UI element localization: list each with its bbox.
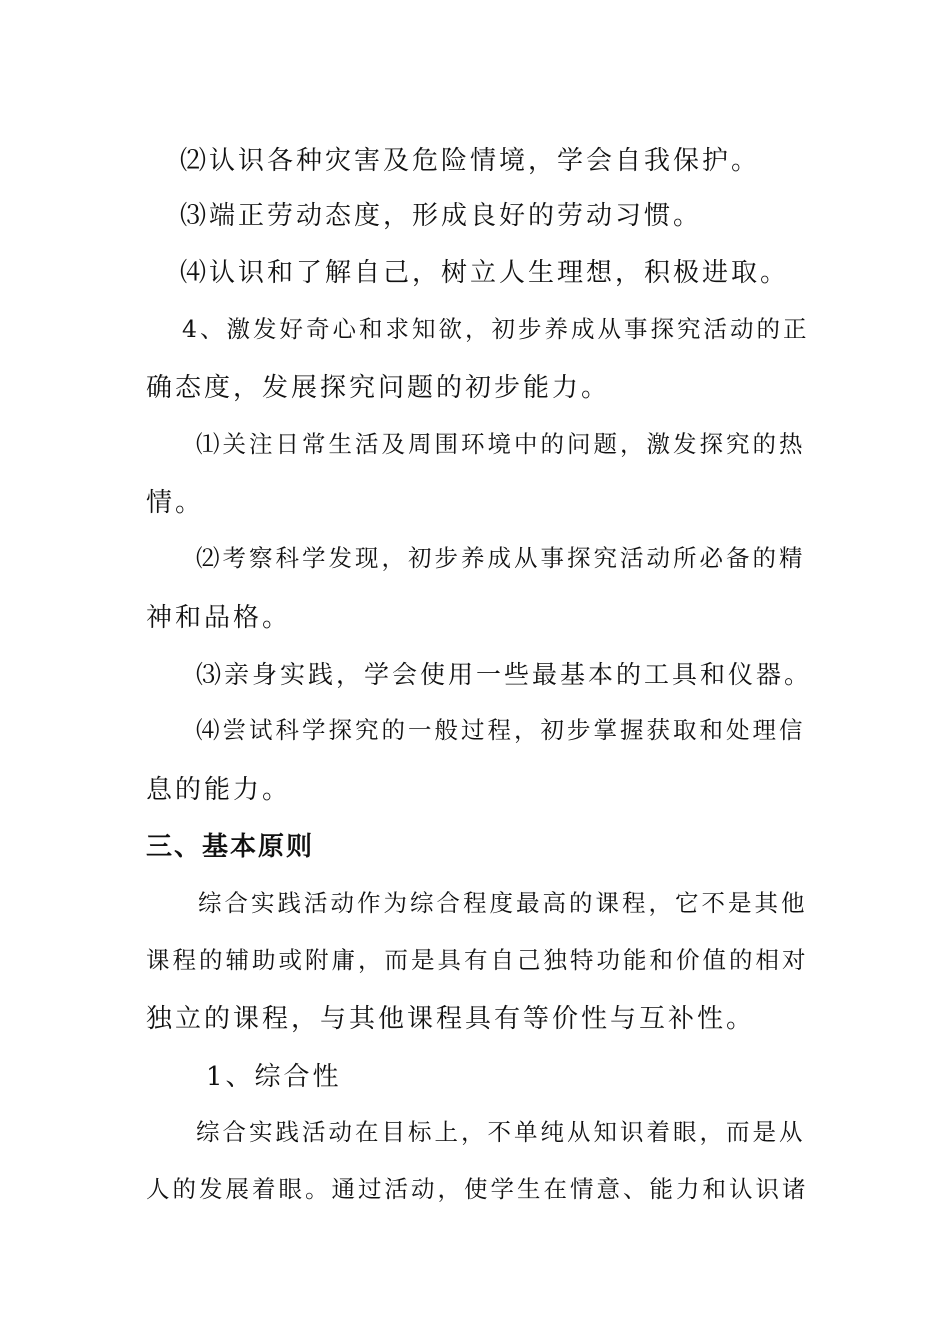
text-line: 课程的辅助或附庸，而是具有自己独特功能和价值的相对: [146, 946, 809, 974]
text-line: ⑶端正劳动态度，形成良好的劳动习惯。: [180, 201, 703, 231]
text-line: 息的能力。: [146, 775, 292, 805]
text-line: 情。: [146, 488, 205, 518]
text-line: 综合实践活动作为综合程度最高的课程，它不是其他: [198, 889, 808, 917]
text-line: 综合实践活动在目标上，不单纯从知识着眼，而是从: [196, 1118, 806, 1146]
text-line: 确态度，发展探究问题的初步能力。: [146, 373, 611, 403]
text-line: 神和品格。: [146, 603, 292, 633]
subsection-heading: 1、综合性: [206, 1062, 342, 1092]
text-line: ⑶亲身实践，学会使用一些最基本的工具和仪器。: [196, 660, 813, 689]
text-line: ⑵考察科学发现，初步养成从事探究活动所必备的精: [196, 544, 806, 572]
text-line: 人的发展着眼。通过活动，使学生在情意、能力和认识诸: [146, 1175, 809, 1203]
text-line: 独立的课程，与其他课程具有等价性与互补性。: [146, 1004, 756, 1034]
text-line: ⑷认识和了解自己，树立人生理想，积极进取。: [180, 258, 790, 288]
section-heading: 三、基本原则: [146, 832, 315, 862]
text-line: ⑷尝试科学探究的一般过程，初步掌握获取和处理信: [196, 716, 806, 744]
text-line: ⑵认识各种灾害及危险情境，学会自我保护。: [180, 146, 761, 176]
text-line: 4、激发好奇心和求知欲，初步养成从事探究活动的正: [182, 315, 810, 343]
text-line: ⑴关注日常生活及周围环境中的问题，激发探究的热: [196, 430, 806, 458]
